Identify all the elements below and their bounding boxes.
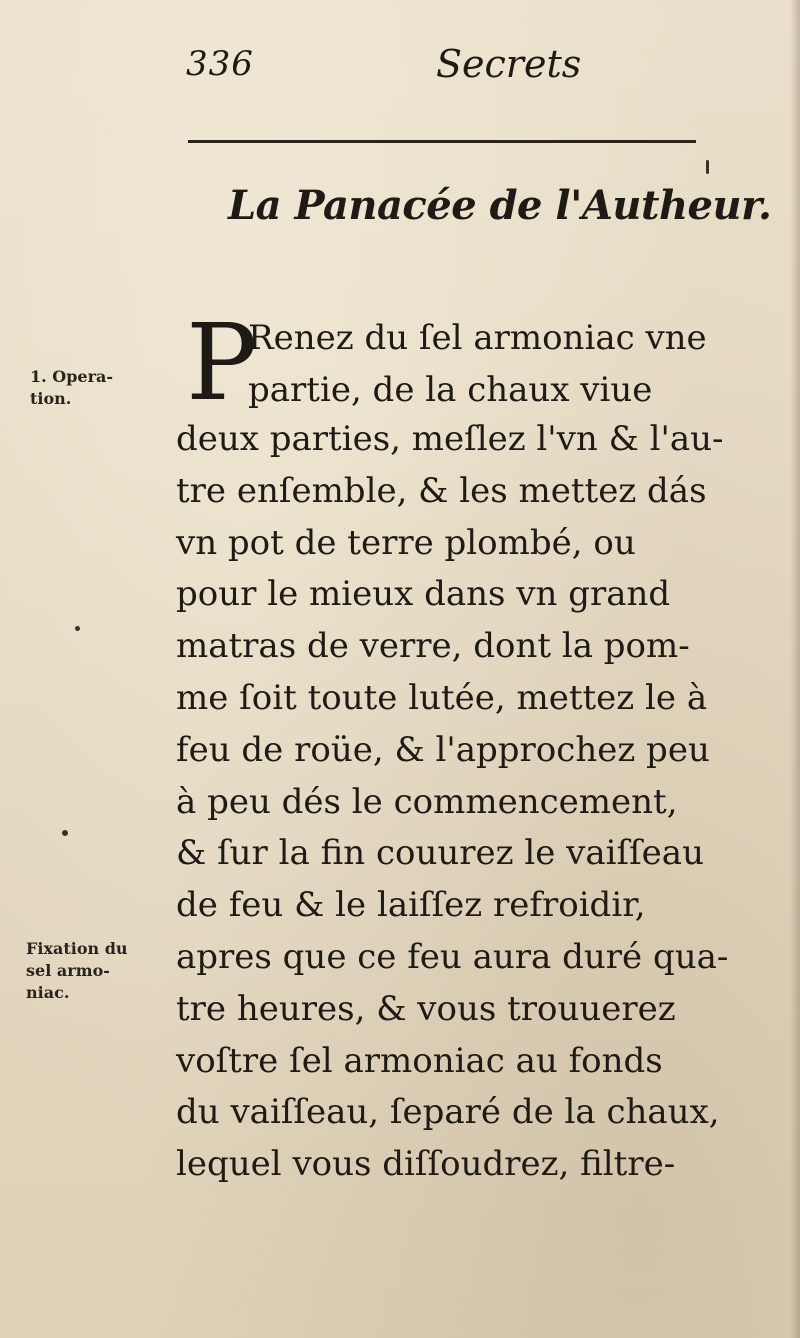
margin-note-operation-text: 1. Opera- tion.	[30, 367, 114, 408]
running-title: Secrets	[436, 42, 582, 86]
page-edge-shadow	[790, 0, 800, 1338]
margin-note-fixation-text: Fixation du sel armo- niac.	[26, 939, 128, 1002]
margin-note-fixation	[26, 938, 176, 1004]
text-line: matras de verre, dont la pom-	[176, 626, 690, 667]
text-line: tre heures, & vous trouuerez	[176, 988, 676, 1029]
text-line: voſtre ſel armoniac au fonds	[176, 1040, 663, 1081]
ink-speck	[62, 830, 68, 836]
page-number: 336	[186, 44, 254, 84]
text-line: apres que ce feu aura duré qua-	[176, 936, 729, 977]
section-heading: La Panacée de l'Autheur.	[228, 182, 772, 229]
paragraph-body	[176, 414, 766, 1191]
text-line: tre enſemble, & les mettez dás	[176, 470, 707, 511]
text-line: pour le mieux dans vn grand	[176, 574, 671, 615]
margin-note-operation	[30, 366, 160, 410]
text-line: me ſoit toute lutée, mettez le à	[176, 677, 708, 718]
text-line: lequel vous diſſoudrez, filtre-	[176, 1144, 676, 1185]
header-rule	[188, 140, 696, 143]
text-line: & ſur la fin couurez le vaiſſeau	[176, 833, 704, 874]
text-line: de feu & le laiſſez refroidir,	[176, 885, 646, 926]
text-line: Renez du ſel armoniac vne	[248, 318, 707, 358]
paragraph-first-lines	[248, 312, 760, 416]
text-line: vn pot de terre plombé, ou	[176, 522, 636, 563]
text-line: partie, de la chaux viue	[248, 370, 653, 410]
text-line: du vaiſſeau, ſeparé de la chaux,	[176, 1092, 720, 1133]
text-line: feu de roüe, & l'approchez peu	[176, 729, 710, 770]
text-line: à peu dés le commencement,	[176, 781, 678, 822]
text-line: deux parties, meſlez l'vn & l'au-	[176, 419, 724, 459]
ink-speck	[75, 626, 80, 631]
ink-speck	[706, 160, 709, 174]
drop-cap: P	[186, 301, 258, 424]
